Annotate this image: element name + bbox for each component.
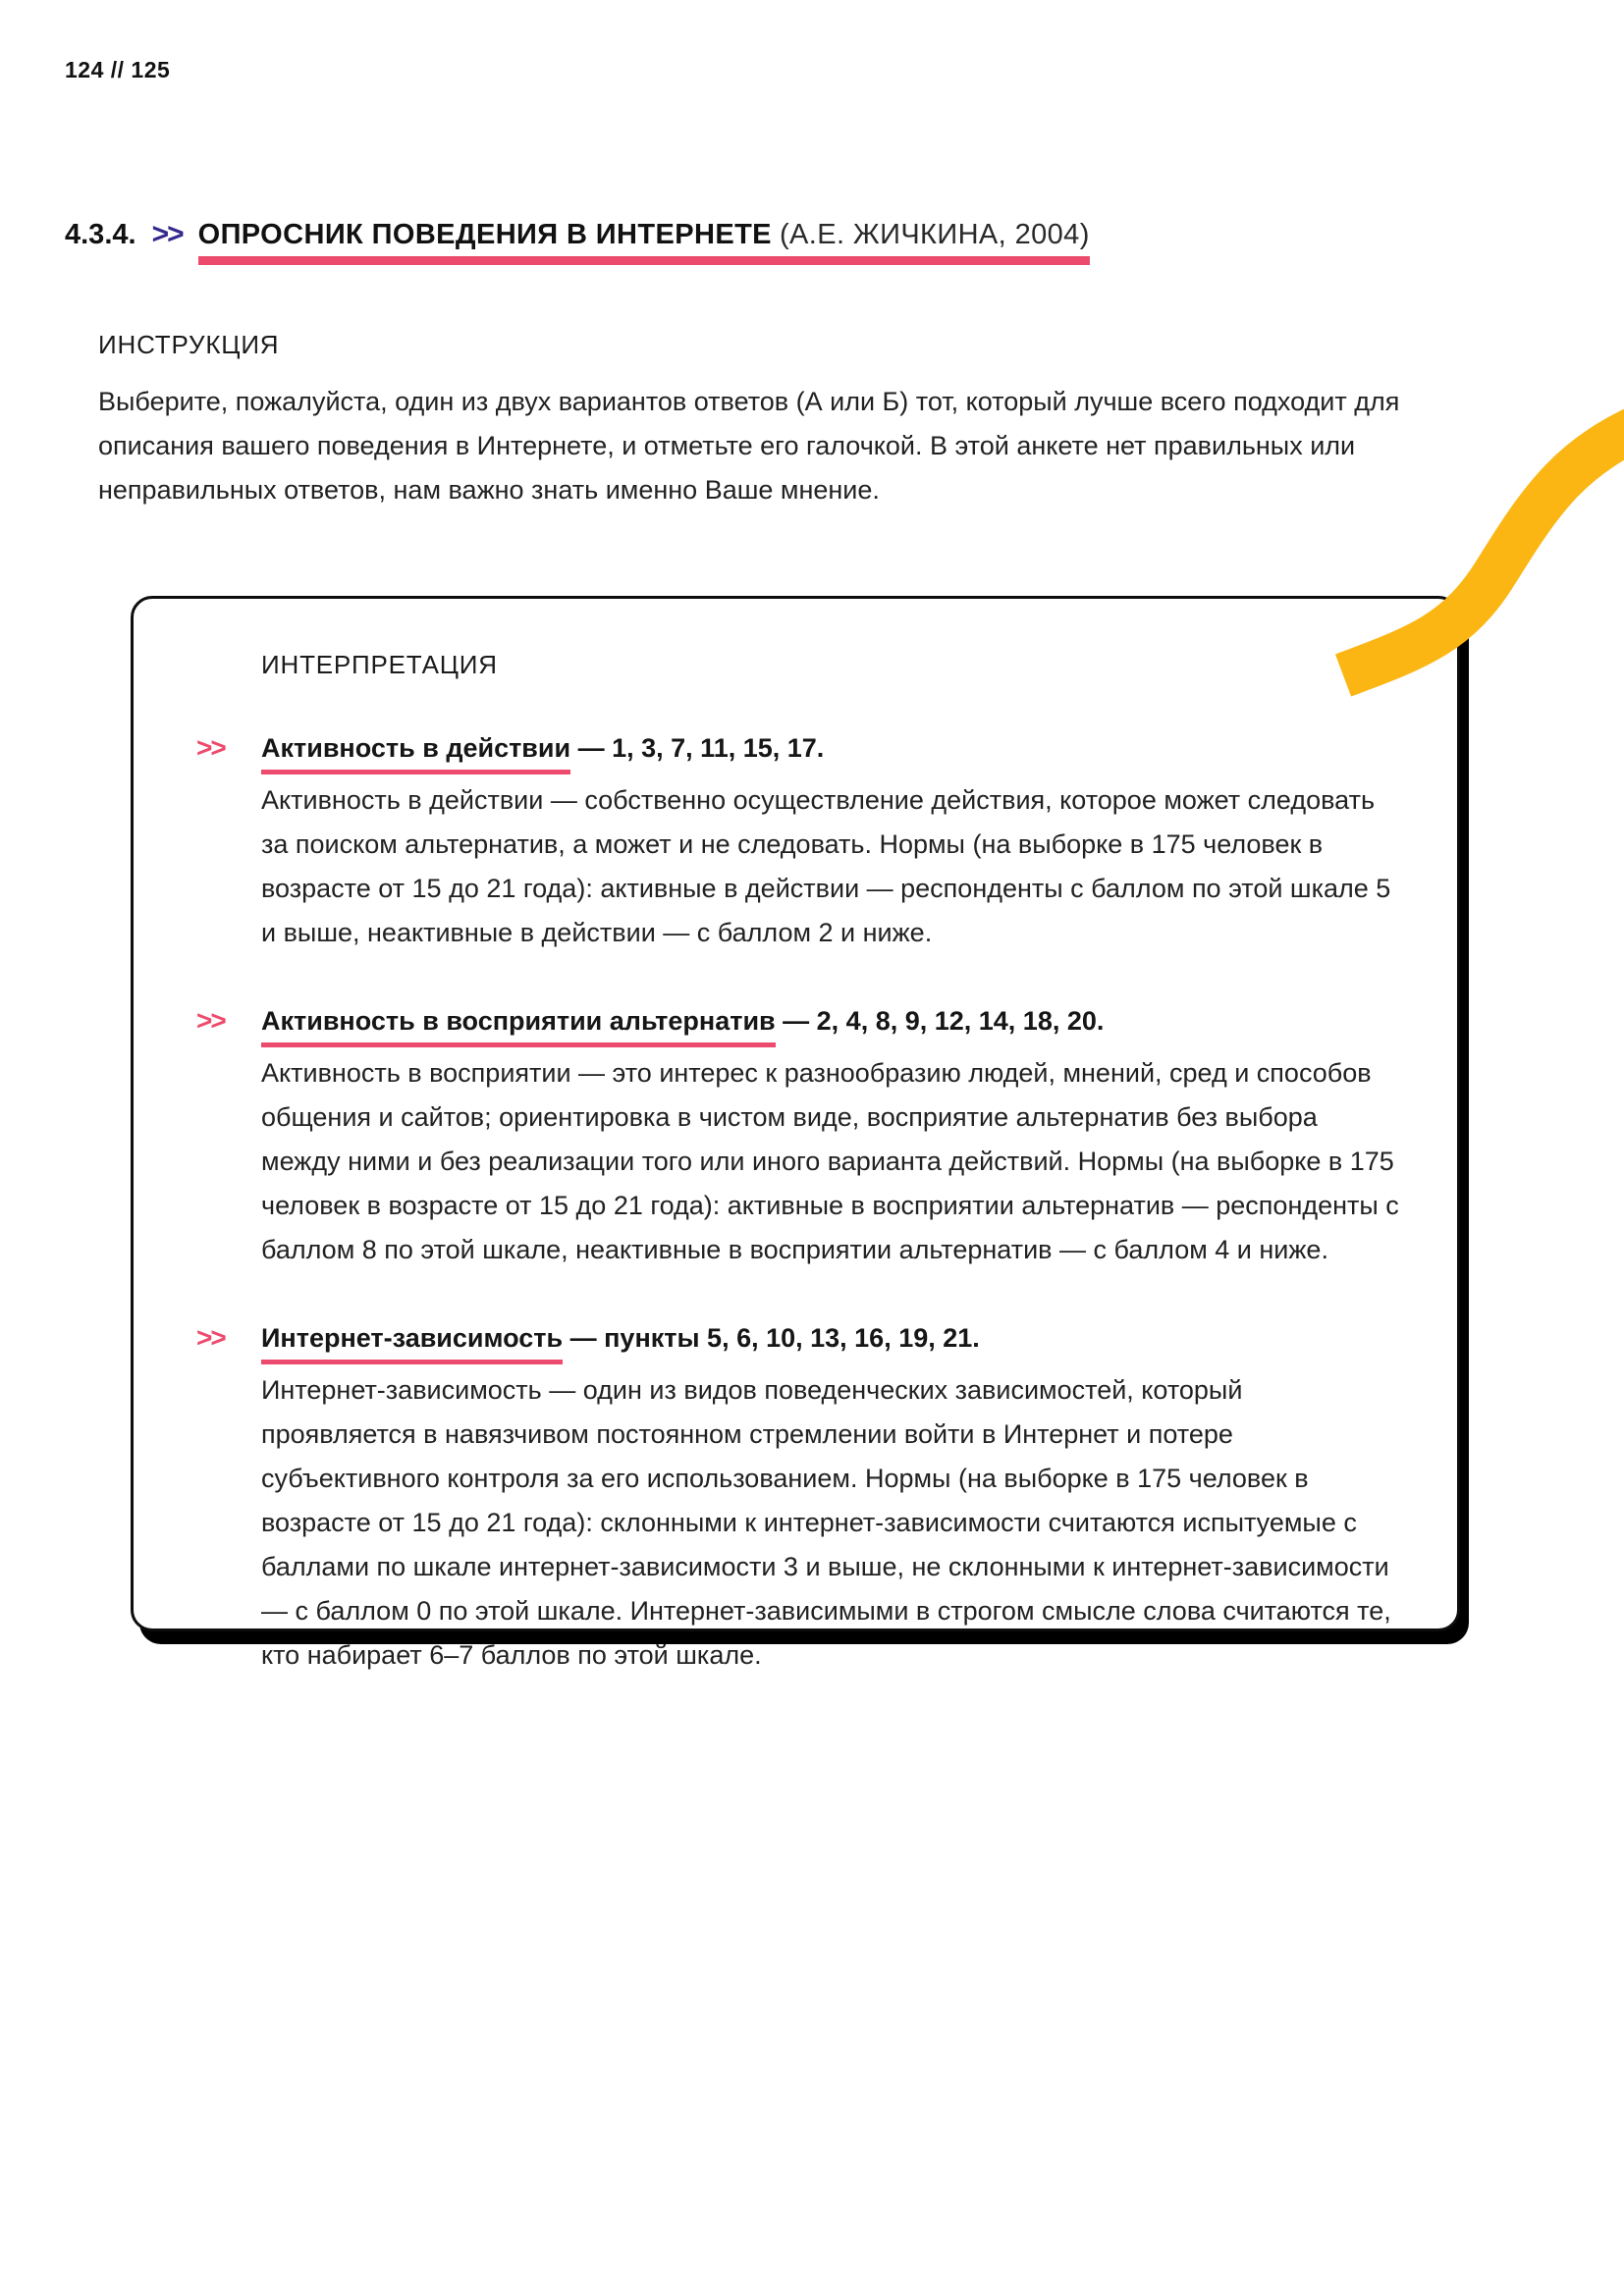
scale-description: Активность в восприятии — это интерес к разнообразию людей, мнений, сред и способов общения и сайтов; ориентировка в чистом виде, восприятие альтернатив без выбора между ними и без реализации того или иного варианта действий. Нормы (на выборке в 175 человек в возрасте от 15 до 21 года): активные в восприятии альтернатив — респонденты с баллом 8 по этой шкале, неактивные в восприятии альтернатив — с баллом 4 и ниже.	[261, 1058, 1399, 1264]
section-title-underline	[198, 219, 1090, 265]
interpretation-section-internet-addiction	[196, 1321, 1400, 1678]
scale-heading	[261, 1321, 1400, 1355]
scale-description: Интернет-зависимость — один из видов поведенческих зависимостей, который проявляется в навязчивом постоянном стремлении войти в Интернет и потере субъективного контроля за его использованием. Нормы (на выборке в 175 человек в возрасте от 15 до 21 года): склонными к интернет-зависимости считаются испытуемые с баллами по шкале интернет-зависимости 3 и выше, не склонными к интернет-зависимости — с баллом 0 по этой шкале. Интернет-зависимыми в строгом смысле слова считаются те, кто набирает 6–7 баллов по этой шкале.	[261, 1375, 1391, 1670]
section-title: ОПРОСНИК ПОВЕДЕНИЯ В ИНТЕРНЕТЕ	[197, 219, 772, 250]
scale-heading	[261, 1004, 1400, 1038]
scale-items: — 1, 3, 7, 11, 15, 17.	[570, 733, 825, 763]
interpretation-section-activity-perception	[196, 1004, 1400, 1272]
chevrons-icon: >>	[151, 218, 183, 250]
section-number: 4.3.4.	[65, 219, 136, 250]
scale-term: Активность в восприятии альтернатив	[261, 1006, 776, 1047]
scale-items: — 2, 4, 8, 9, 12, 14, 18, 20.	[775, 1006, 1105, 1036]
chevrons-icon: >>	[196, 732, 225, 763]
chevrons-icon: >>	[196, 1322, 225, 1353]
scale-term: Активность в действии	[261, 733, 570, 774]
interpretation-title: ИНТЕРПРЕТАЦИЯ	[261, 650, 498, 679]
interpretation-section-activity-action	[196, 731, 1400, 955]
section-content	[261, 1321, 1400, 1678]
section-heading	[65, 218, 1090, 265]
chevrons-icon: >>	[196, 1005, 225, 1036]
interpretation-box	[131, 596, 1460, 1670]
page-number: 124 // 125	[65, 57, 171, 82]
instruction-text: Выберите, пожалуйста, один из двух вариантов ответов (А или Б) тот, который лучше всего подходит для описания вашего поведения в Интернете, и отметьте его галочкой. В этой анкете нет правильных или неправильных ответов, нам важно знать именно Ваше мнение.	[98, 387, 1400, 505]
instruction-block	[98, 330, 1492, 512]
scale-description: Активность в действии — собственно осуществление действия, которое может следовать за поиском альтернатив, а может и не следовать. Нормы (на выборке в 175 человек в возрасте от 15 до 21 года): активные в действии — респонденты с баллом по этой шкале 5 и выше, неактивные в действии — с баллом 2 и ниже.	[261, 785, 1391, 947]
scale-heading	[261, 731, 1400, 765]
scale-term: Интернет-зависимость	[261, 1323, 563, 1364]
instruction-label: ИНСТРУКЦИЯ	[98, 330, 280, 359]
scale-items: — пункты 5, 6, 10, 13, 16, 19, 21.	[563, 1323, 980, 1353]
section-subtitle: (А.Е. ЖИЧКИНА, 2004)	[779, 219, 1090, 250]
section-content	[261, 731, 1400, 955]
section-content	[261, 1004, 1400, 1272]
